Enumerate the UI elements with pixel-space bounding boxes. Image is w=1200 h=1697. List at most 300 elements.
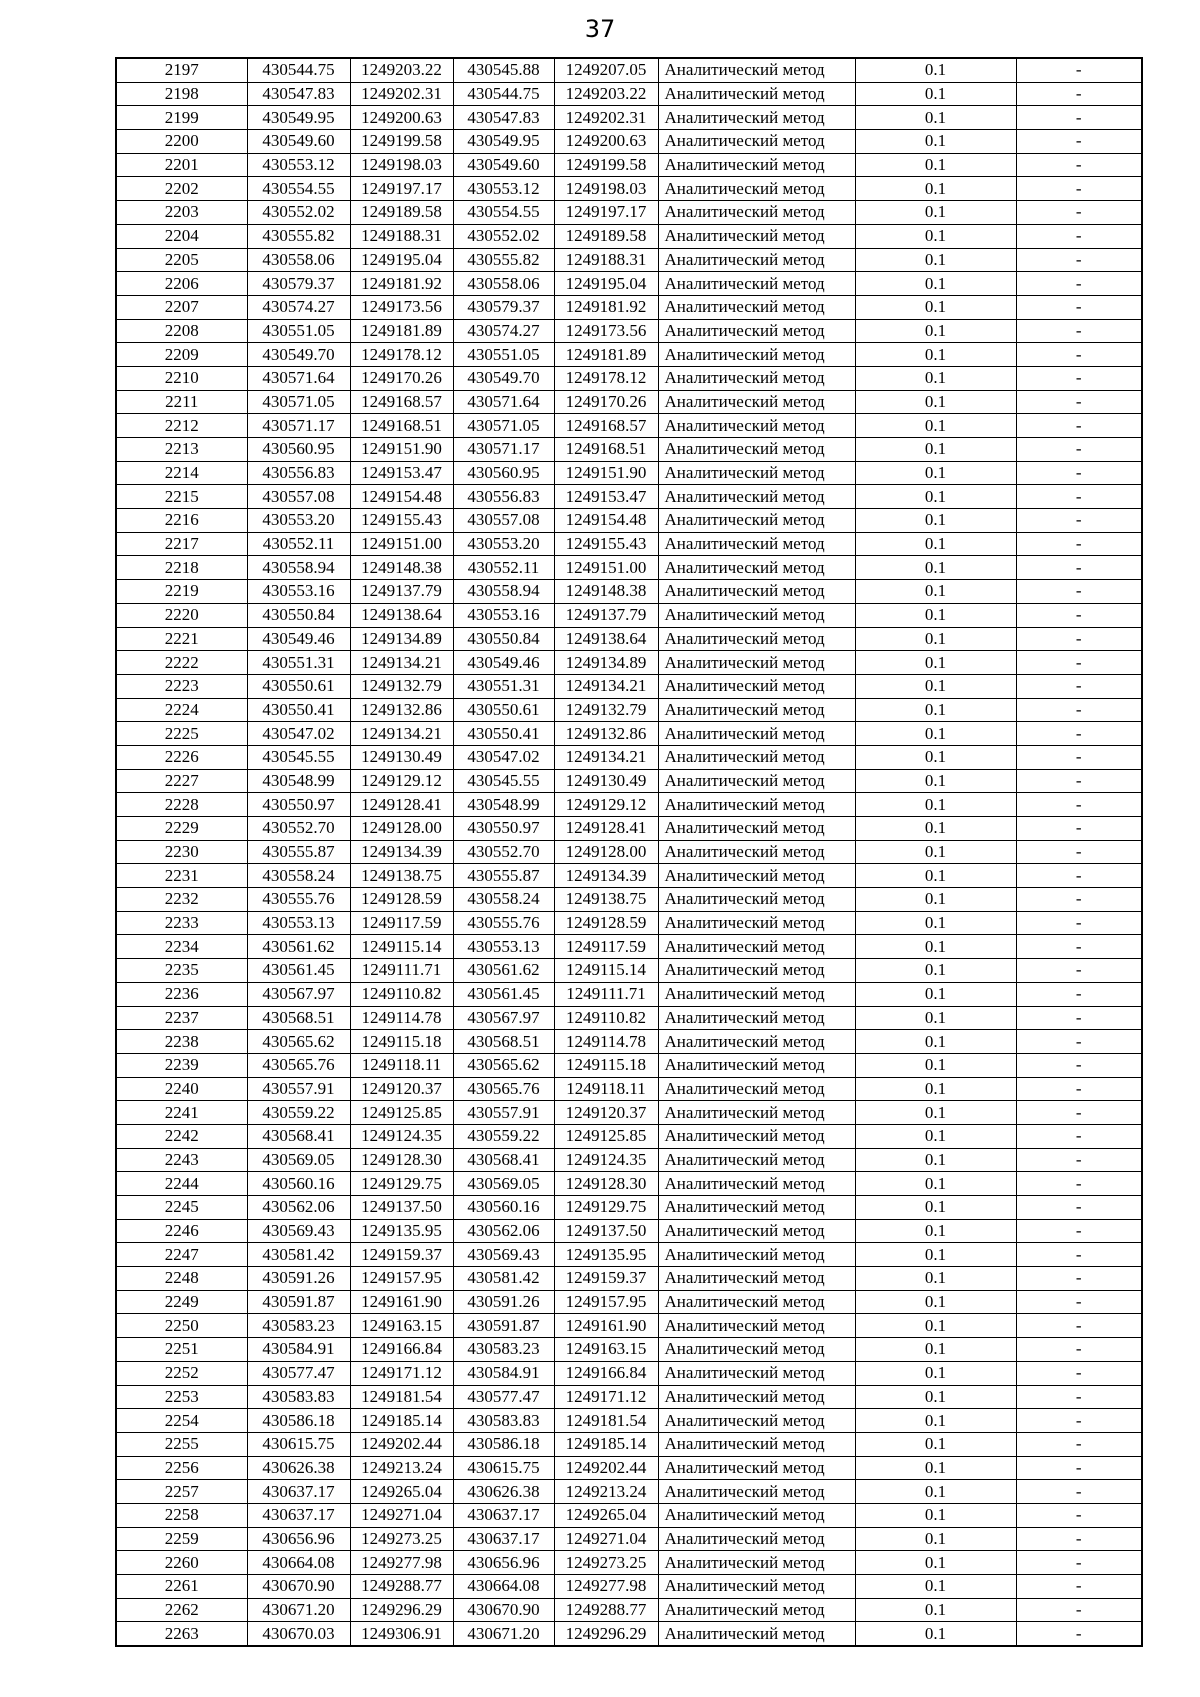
x-end-cell: 430558.06 bbox=[453, 272, 554, 296]
point-number-cell: 2218 bbox=[116, 556, 247, 580]
table-row bbox=[116, 864, 1142, 888]
point-number-cell: 2256 bbox=[116, 1456, 247, 1480]
table-row bbox=[116, 793, 1142, 817]
point-number-cell: 2197 bbox=[116, 58, 247, 82]
y-start-cell: 1249168.57 bbox=[350, 390, 453, 414]
x-end-cell: 430551.31 bbox=[453, 674, 554, 698]
x-end-cell: 430551.05 bbox=[453, 343, 554, 367]
x-end-cell: 430552.70 bbox=[453, 840, 554, 864]
note-cell: - bbox=[1016, 1148, 1142, 1172]
point-number-cell: 2240 bbox=[116, 1077, 247, 1101]
note-cell: - bbox=[1016, 319, 1142, 343]
x-end-cell: 430571.05 bbox=[453, 414, 554, 438]
x-start-cell: 430565.76 bbox=[247, 1053, 350, 1077]
precision-cell: 0.1 bbox=[855, 1385, 1016, 1409]
x-end-cell: 430571.17 bbox=[453, 438, 554, 462]
precision-cell: 0.1 bbox=[855, 201, 1016, 225]
table-row bbox=[116, 580, 1142, 604]
x-start-cell: 430577.47 bbox=[247, 1361, 350, 1385]
x-start-cell: 430554.55 bbox=[247, 177, 350, 201]
y-start-cell: 1249161.90 bbox=[350, 1290, 453, 1314]
y-end-cell: 1249137.50 bbox=[554, 1219, 658, 1243]
x-end-cell: 430567.97 bbox=[453, 1006, 554, 1030]
y-end-cell: 1249111.71 bbox=[554, 982, 658, 1006]
point-number-cell: 2212 bbox=[116, 414, 247, 438]
x-start-cell: 430547.02 bbox=[247, 722, 350, 746]
note-cell: - bbox=[1016, 793, 1142, 817]
table-row bbox=[116, 1575, 1142, 1599]
x-end-cell: 430557.08 bbox=[453, 509, 554, 533]
y-end-cell: 1249134.21 bbox=[554, 674, 658, 698]
table-row bbox=[116, 1409, 1142, 1433]
precision-cell: 0.1 bbox=[855, 556, 1016, 580]
y-start-cell: 1249151.90 bbox=[350, 438, 453, 462]
table-row bbox=[116, 722, 1142, 746]
point-number-cell: 2204 bbox=[116, 224, 247, 248]
x-end-cell: 430561.62 bbox=[453, 959, 554, 983]
point-number-cell: 2252 bbox=[116, 1361, 247, 1385]
precision-cell: 0.1 bbox=[855, 106, 1016, 130]
y-end-cell: 1249197.17 bbox=[554, 201, 658, 225]
y-start-cell: 1249202.44 bbox=[350, 1432, 453, 1456]
y-start-cell: 1249114.78 bbox=[350, 1006, 453, 1030]
point-number-cell: 2248 bbox=[116, 1267, 247, 1291]
x-start-cell: 430555.82 bbox=[247, 224, 350, 248]
y-end-cell: 1249296.29 bbox=[554, 1622, 658, 1646]
precision-cell: 0.1 bbox=[855, 532, 1016, 556]
x-start-cell: 430568.41 bbox=[247, 1124, 350, 1148]
y-start-cell: 1249178.12 bbox=[350, 343, 453, 367]
y-start-cell: 1249273.25 bbox=[350, 1527, 453, 1551]
x-end-cell: 430549.70 bbox=[453, 366, 554, 390]
y-start-cell: 1249134.21 bbox=[350, 722, 453, 746]
point-number-cell: 2255 bbox=[116, 1432, 247, 1456]
x-end-cell: 430664.08 bbox=[453, 1575, 554, 1599]
point-number-cell: 2245 bbox=[116, 1196, 247, 1220]
x-start-cell: 430571.64 bbox=[247, 366, 350, 390]
y-start-cell: 1249185.14 bbox=[350, 1409, 453, 1433]
x-end-cell: 430591.87 bbox=[453, 1314, 554, 1338]
note-cell: - bbox=[1016, 580, 1142, 604]
x-start-cell: 430670.90 bbox=[247, 1575, 350, 1599]
x-end-cell: 430553.20 bbox=[453, 532, 554, 556]
x-start-cell: 430549.46 bbox=[247, 627, 350, 651]
x-start-cell: 430560.95 bbox=[247, 438, 350, 462]
note-cell: - bbox=[1016, 106, 1142, 130]
note-cell: - bbox=[1016, 1432, 1142, 1456]
method-cell: Аналитический метод bbox=[658, 1172, 855, 1196]
y-start-cell: 1249181.89 bbox=[350, 319, 453, 343]
y-end-cell: 1249151.00 bbox=[554, 556, 658, 580]
x-start-cell: 430586.18 bbox=[247, 1409, 350, 1433]
precision-cell: 0.1 bbox=[855, 603, 1016, 627]
y-end-cell: 1249115.18 bbox=[554, 1053, 658, 1077]
note-cell: - bbox=[1016, 1124, 1142, 1148]
y-start-cell: 1249132.86 bbox=[350, 698, 453, 722]
method-cell: Аналитический метод bbox=[658, 959, 855, 983]
precision-cell: 0.1 bbox=[855, 461, 1016, 485]
note-cell: - bbox=[1016, 224, 1142, 248]
x-start-cell: 430591.26 bbox=[247, 1267, 350, 1291]
method-cell: Аналитический метод bbox=[658, 1219, 855, 1243]
y-end-cell: 1249181.89 bbox=[554, 343, 658, 367]
table-row bbox=[116, 1290, 1142, 1314]
y-start-cell: 1249132.79 bbox=[350, 674, 453, 698]
note-cell: - bbox=[1016, 1527, 1142, 1551]
y-end-cell: 1249198.03 bbox=[554, 177, 658, 201]
precision-cell: 0.1 bbox=[855, 1196, 1016, 1220]
point-number-cell: 2243 bbox=[116, 1148, 247, 1172]
precision-cell: 0.1 bbox=[855, 509, 1016, 533]
y-end-cell: 1249185.14 bbox=[554, 1432, 658, 1456]
precision-cell: 0.1 bbox=[855, 248, 1016, 272]
precision-cell: 0.1 bbox=[855, 1503, 1016, 1527]
y-end-cell: 1249128.30 bbox=[554, 1172, 658, 1196]
x-end-cell: 430550.41 bbox=[453, 722, 554, 746]
y-end-cell: 1249118.11 bbox=[554, 1077, 658, 1101]
table-row bbox=[116, 201, 1142, 225]
method-cell: Аналитический метод bbox=[658, 840, 855, 864]
note-cell: - bbox=[1016, 461, 1142, 485]
method-cell: Аналитический метод bbox=[658, 745, 855, 769]
method-cell: Аналитический метод bbox=[658, 130, 855, 154]
x-end-cell: 430549.95 bbox=[453, 130, 554, 154]
y-start-cell: 1249128.00 bbox=[350, 817, 453, 841]
y-end-cell: 1249207.05 bbox=[554, 58, 658, 82]
point-number-cell: 2263 bbox=[116, 1622, 247, 1646]
y-end-cell: 1249148.38 bbox=[554, 580, 658, 604]
table-row bbox=[116, 390, 1142, 414]
note-cell: - bbox=[1016, 343, 1142, 367]
precision-cell: 0.1 bbox=[855, 1006, 1016, 1030]
y-end-cell: 1249124.35 bbox=[554, 1148, 658, 1172]
method-cell: Аналитический метод bbox=[658, 888, 855, 912]
note-cell: - bbox=[1016, 1077, 1142, 1101]
x-end-cell: 430671.20 bbox=[453, 1622, 554, 1646]
point-number-cell: 2237 bbox=[116, 1006, 247, 1030]
x-start-cell: 430568.51 bbox=[247, 1006, 350, 1030]
table-row bbox=[116, 959, 1142, 983]
y-start-cell: 1249306.91 bbox=[350, 1622, 453, 1646]
table-row bbox=[116, 1598, 1142, 1622]
y-end-cell: 1249157.95 bbox=[554, 1290, 658, 1314]
x-start-cell: 430550.84 bbox=[247, 603, 350, 627]
y-start-cell: 1249138.75 bbox=[350, 864, 453, 888]
y-end-cell: 1249202.31 bbox=[554, 106, 658, 130]
method-cell: Аналитический метод bbox=[658, 651, 855, 675]
x-end-cell: 430565.76 bbox=[453, 1077, 554, 1101]
point-number-cell: 2216 bbox=[116, 509, 247, 533]
x-end-cell: 430555.87 bbox=[453, 864, 554, 888]
point-number-cell: 2203 bbox=[116, 201, 247, 225]
y-start-cell: 1249130.49 bbox=[350, 745, 453, 769]
precision-cell: 0.1 bbox=[855, 745, 1016, 769]
note-cell: - bbox=[1016, 1290, 1142, 1314]
precision-cell: 0.1 bbox=[855, 1622, 1016, 1646]
x-start-cell: 430626.38 bbox=[247, 1456, 350, 1480]
point-number-cell: 2214 bbox=[116, 461, 247, 485]
precision-cell: 0.1 bbox=[855, 319, 1016, 343]
x-start-cell: 430551.31 bbox=[247, 651, 350, 675]
y-end-cell: 1249202.44 bbox=[554, 1456, 658, 1480]
table-row bbox=[116, 1622, 1142, 1646]
y-start-cell: 1249125.85 bbox=[350, 1101, 453, 1125]
y-end-cell: 1249114.78 bbox=[554, 1030, 658, 1054]
x-start-cell: 430656.96 bbox=[247, 1527, 350, 1551]
note-cell: - bbox=[1016, 438, 1142, 462]
table-row bbox=[116, 438, 1142, 462]
point-number-cell: 2217 bbox=[116, 532, 247, 556]
y-end-cell: 1249168.51 bbox=[554, 438, 658, 462]
note-cell: - bbox=[1016, 1219, 1142, 1243]
precision-cell: 0.1 bbox=[855, 935, 1016, 959]
precision-cell: 0.1 bbox=[855, 1077, 1016, 1101]
y-start-cell: 1249129.12 bbox=[350, 769, 453, 793]
method-cell: Аналитический метод bbox=[658, 1551, 855, 1575]
y-end-cell: 1249178.12 bbox=[554, 366, 658, 390]
point-number-cell: 2220 bbox=[116, 603, 247, 627]
x-end-cell: 430581.42 bbox=[453, 1267, 554, 1291]
y-start-cell: 1249118.11 bbox=[350, 1053, 453, 1077]
y-end-cell: 1249138.64 bbox=[554, 627, 658, 651]
precision-cell: 0.1 bbox=[855, 722, 1016, 746]
table-row bbox=[116, 177, 1142, 201]
precision-cell: 0.1 bbox=[855, 1575, 1016, 1599]
x-end-cell: 430637.17 bbox=[453, 1527, 554, 1551]
method-cell: Аналитический метод bbox=[658, 1527, 855, 1551]
method-cell: Аналитический метод bbox=[658, 1290, 855, 1314]
y-start-cell: 1249277.98 bbox=[350, 1551, 453, 1575]
x-start-cell: 430553.13 bbox=[247, 911, 350, 935]
y-end-cell: 1249195.04 bbox=[554, 272, 658, 296]
y-start-cell: 1249181.54 bbox=[350, 1385, 453, 1409]
point-number-cell: 2208 bbox=[116, 319, 247, 343]
method-cell: Аналитический метод bbox=[658, 438, 855, 462]
table-row bbox=[116, 603, 1142, 627]
x-end-cell: 430553.16 bbox=[453, 603, 554, 627]
method-cell: Аналитический метод bbox=[658, 319, 855, 343]
x-end-cell: 430561.45 bbox=[453, 982, 554, 1006]
table-row bbox=[116, 485, 1142, 509]
method-cell: Аналитический метод bbox=[658, 1077, 855, 1101]
x-start-cell: 430579.37 bbox=[247, 272, 350, 296]
point-number-cell: 2258 bbox=[116, 1503, 247, 1527]
point-number-cell: 2213 bbox=[116, 438, 247, 462]
method-cell: Аналитический метод bbox=[658, 674, 855, 698]
table-row bbox=[116, 58, 1142, 82]
table-row bbox=[116, 1480, 1142, 1504]
x-end-cell: 430559.22 bbox=[453, 1124, 554, 1148]
point-number-cell: 2234 bbox=[116, 935, 247, 959]
x-start-cell: 430544.75 bbox=[247, 58, 350, 82]
note-cell: - bbox=[1016, 1385, 1142, 1409]
method-cell: Аналитический метод bbox=[658, 1361, 855, 1385]
note-cell: - bbox=[1016, 888, 1142, 912]
precision-cell: 0.1 bbox=[855, 1219, 1016, 1243]
y-start-cell: 1249195.04 bbox=[350, 248, 453, 272]
precision-cell: 0.1 bbox=[855, 1124, 1016, 1148]
point-number-cell: 2260 bbox=[116, 1551, 247, 1575]
precision-cell: 0.1 bbox=[855, 1480, 1016, 1504]
y-end-cell: 1249154.48 bbox=[554, 509, 658, 533]
y-end-cell: 1249153.47 bbox=[554, 485, 658, 509]
y-start-cell: 1249151.00 bbox=[350, 532, 453, 556]
x-start-cell: 430552.70 bbox=[247, 817, 350, 841]
y-end-cell: 1249171.12 bbox=[554, 1385, 658, 1409]
x-end-cell: 430560.95 bbox=[453, 461, 554, 485]
x-start-cell: 430561.62 bbox=[247, 935, 350, 959]
x-end-cell: 430550.97 bbox=[453, 817, 554, 841]
method-cell: Аналитический метод bbox=[658, 1575, 855, 1599]
y-start-cell: 1249189.58 bbox=[350, 201, 453, 225]
note-cell: - bbox=[1016, 1575, 1142, 1599]
y-start-cell: 1249213.24 bbox=[350, 1456, 453, 1480]
x-start-cell: 430559.22 bbox=[247, 1101, 350, 1125]
method-cell: Аналитический метод bbox=[658, 58, 855, 82]
method-cell: Аналитический метод bbox=[658, 1409, 855, 1433]
y-start-cell: 1249129.75 bbox=[350, 1172, 453, 1196]
point-number-cell: 2251 bbox=[116, 1338, 247, 1362]
x-end-cell: 430670.90 bbox=[453, 1598, 554, 1622]
note-cell: - bbox=[1016, 532, 1142, 556]
table-row bbox=[116, 1314, 1142, 1338]
coordinates-table bbox=[115, 57, 1143, 1647]
note-cell: - bbox=[1016, 1030, 1142, 1054]
method-cell: Аналитический метод bbox=[658, 366, 855, 390]
y-start-cell: 1249128.41 bbox=[350, 793, 453, 817]
method-cell: Аналитический метод bbox=[658, 1480, 855, 1504]
method-cell: Аналитический метод bbox=[658, 485, 855, 509]
point-number-cell: 2227 bbox=[116, 769, 247, 793]
x-start-cell: 430571.05 bbox=[247, 390, 350, 414]
y-end-cell: 1249189.58 bbox=[554, 224, 658, 248]
note-cell: - bbox=[1016, 1314, 1142, 1338]
method-cell: Аналитический метод bbox=[658, 343, 855, 367]
y-end-cell: 1249200.63 bbox=[554, 130, 658, 154]
precision-cell: 0.1 bbox=[855, 82, 1016, 106]
y-end-cell: 1249199.58 bbox=[554, 153, 658, 177]
x-end-cell: 430553.12 bbox=[453, 177, 554, 201]
x-end-cell: 430556.83 bbox=[453, 485, 554, 509]
table-row bbox=[116, 130, 1142, 154]
table-row bbox=[116, 1196, 1142, 1220]
precision-cell: 0.1 bbox=[855, 1267, 1016, 1291]
y-start-cell: 1249271.04 bbox=[350, 1503, 453, 1527]
method-cell: Аналитический метод bbox=[658, 864, 855, 888]
page-number: 37 bbox=[584, 15, 616, 43]
method-cell: Аналитический метод bbox=[658, 1338, 855, 1362]
method-cell: Аналитический метод bbox=[658, 793, 855, 817]
method-cell: Аналитический метод bbox=[658, 248, 855, 272]
table-row bbox=[116, 1503, 1142, 1527]
point-number-cell: 2239 bbox=[116, 1053, 247, 1077]
precision-cell: 0.1 bbox=[855, 58, 1016, 82]
point-number-cell: 2238 bbox=[116, 1030, 247, 1054]
precision-cell: 0.1 bbox=[855, 343, 1016, 367]
x-start-cell: 430556.83 bbox=[247, 461, 350, 485]
y-end-cell: 1249265.04 bbox=[554, 1503, 658, 1527]
y-end-cell: 1249288.77 bbox=[554, 1598, 658, 1622]
x-start-cell: 430637.17 bbox=[247, 1503, 350, 1527]
table-row bbox=[116, 1385, 1142, 1409]
x-end-cell: 430552.02 bbox=[453, 224, 554, 248]
point-number-cell: 2229 bbox=[116, 817, 247, 841]
point-number-cell: 2222 bbox=[116, 651, 247, 675]
x-end-cell: 430568.41 bbox=[453, 1148, 554, 1172]
x-end-cell: 430547.83 bbox=[453, 106, 554, 130]
x-end-cell: 430562.06 bbox=[453, 1219, 554, 1243]
table-row bbox=[116, 224, 1142, 248]
note-cell: - bbox=[1016, 1480, 1142, 1504]
table-row bbox=[116, 414, 1142, 438]
precision-cell: 0.1 bbox=[855, 1361, 1016, 1385]
precision-cell: 0.1 bbox=[855, 911, 1016, 935]
table-row bbox=[116, 1172, 1142, 1196]
table-row bbox=[116, 1243, 1142, 1267]
method-cell: Аналитический метод bbox=[658, 461, 855, 485]
method-cell: Аналитический метод bbox=[658, 390, 855, 414]
x-start-cell: 430552.11 bbox=[247, 532, 350, 556]
method-cell: Аналитический метод bbox=[658, 1101, 855, 1125]
table-row bbox=[116, 1053, 1142, 1077]
table-row bbox=[116, 1006, 1142, 1030]
note-cell: - bbox=[1016, 153, 1142, 177]
y-start-cell: 1249265.04 bbox=[350, 1480, 453, 1504]
y-start-cell: 1249163.15 bbox=[350, 1314, 453, 1338]
table-row bbox=[116, 153, 1142, 177]
table-row bbox=[116, 532, 1142, 556]
point-number-cell: 2236 bbox=[116, 982, 247, 1006]
y-start-cell: 1249111.71 bbox=[350, 959, 453, 983]
precision-cell: 0.1 bbox=[855, 627, 1016, 651]
x-end-cell: 430545.88 bbox=[453, 58, 554, 82]
point-number-cell: 2230 bbox=[116, 840, 247, 864]
precision-cell: 0.1 bbox=[855, 272, 1016, 296]
note-cell: - bbox=[1016, 651, 1142, 675]
method-cell: Аналитический метод bbox=[658, 722, 855, 746]
point-number-cell: 2257 bbox=[116, 1480, 247, 1504]
x-start-cell: 430557.91 bbox=[247, 1077, 350, 1101]
x-end-cell: 430583.23 bbox=[453, 1338, 554, 1362]
method-cell: Аналитический метод bbox=[658, 1053, 855, 1077]
point-number-cell: 2259 bbox=[116, 1527, 247, 1551]
y-end-cell: 1249132.79 bbox=[554, 698, 658, 722]
table-row bbox=[116, 1432, 1142, 1456]
x-start-cell: 430581.42 bbox=[247, 1243, 350, 1267]
table-row bbox=[116, 935, 1142, 959]
point-number-cell: 2249 bbox=[116, 1290, 247, 1314]
note-cell: - bbox=[1016, 82, 1142, 106]
point-number-cell: 2223 bbox=[116, 674, 247, 698]
x-start-cell: 430553.20 bbox=[247, 509, 350, 533]
table-row bbox=[116, 627, 1142, 651]
table-row bbox=[116, 556, 1142, 580]
table-row bbox=[116, 982, 1142, 1006]
y-end-cell: 1249271.04 bbox=[554, 1527, 658, 1551]
note-cell: - bbox=[1016, 1622, 1142, 1646]
precision-cell: 0.1 bbox=[855, 674, 1016, 698]
y-end-cell: 1249134.39 bbox=[554, 864, 658, 888]
note-cell: - bbox=[1016, 698, 1142, 722]
y-end-cell: 1249277.98 bbox=[554, 1575, 658, 1599]
y-start-cell: 1249128.59 bbox=[350, 888, 453, 912]
table-row bbox=[116, 343, 1142, 367]
precision-cell: 0.1 bbox=[855, 651, 1016, 675]
precision-cell: 0.1 bbox=[855, 1432, 1016, 1456]
method-cell: Аналитический метод bbox=[658, 1385, 855, 1409]
note-cell: - bbox=[1016, 1551, 1142, 1575]
note-cell: - bbox=[1016, 982, 1142, 1006]
